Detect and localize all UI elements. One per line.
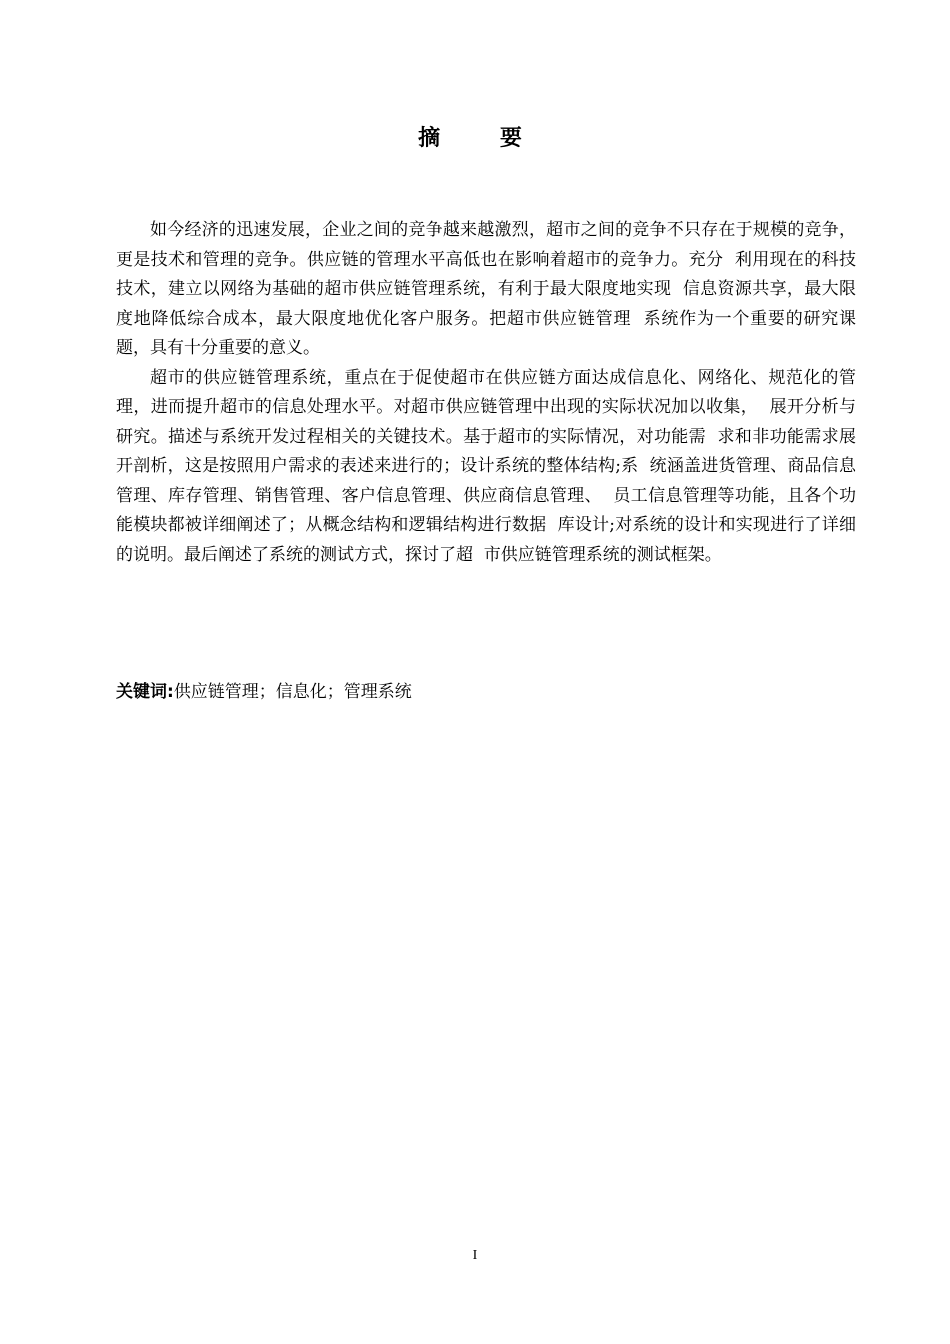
keywords-label: 关键词:: [116, 682, 174, 702]
page-number: I: [472, 1248, 478, 1263]
abstract-title: 摘 要: [418, 126, 548, 151]
keywords-line: [116, 678, 856, 706]
keywords-value: 供应链管理；信息化；管理系统: [173, 682, 412, 702]
abstract-paragraph-2: 超市的供应链管理系统，重点在于促使超市在供应链方面达成信息化、网络化、规范化的管理，进而提升超市的信息处理水平。对超市供应链管理中出现的实际状况加以收集， 展开分析与研究。描述与系统开发过程相关的关键技术。基于超市的实际情况，对功能需 求和非功能需求展开剖析，这是按照用户需求的表述来进行的；设计系统的整体结构;系 统涵盖进货管理、商品信息管理、库存管理、销售管理、客户信息管理、供应商信息管理、 员工信息管理等功能，且各个功能模块都被详细阐述了；从概念结构和逻辑结构进行数据 库设计;对系统的设计和实现进行了详细的说明。最后阐述了系统的测试方式，探讨了超 市供应链管理系统的测试框架。: [116, 367, 856, 565]
abstract-body: [116, 216, 856, 570]
abstract-paragraph-1: 如今经济的迅速发展，企业之间的竞争越来越激烈，超市之间的竞争不只存在于规模的竞争，更是技术和管理的竞争。供应链的管理水平高低也在影响着超市的竞争力。充分 利用现在的科技技术，建立以网络为基础的超市供应链管理系统，有利于最大限度地实现 信息资源共享，最大限度地降低综合成本，最大限度地优化客户服务。把超市供应链管理 系统作为一个重要的研究课题，具有十分重要的意义。: [116, 220, 856, 358]
